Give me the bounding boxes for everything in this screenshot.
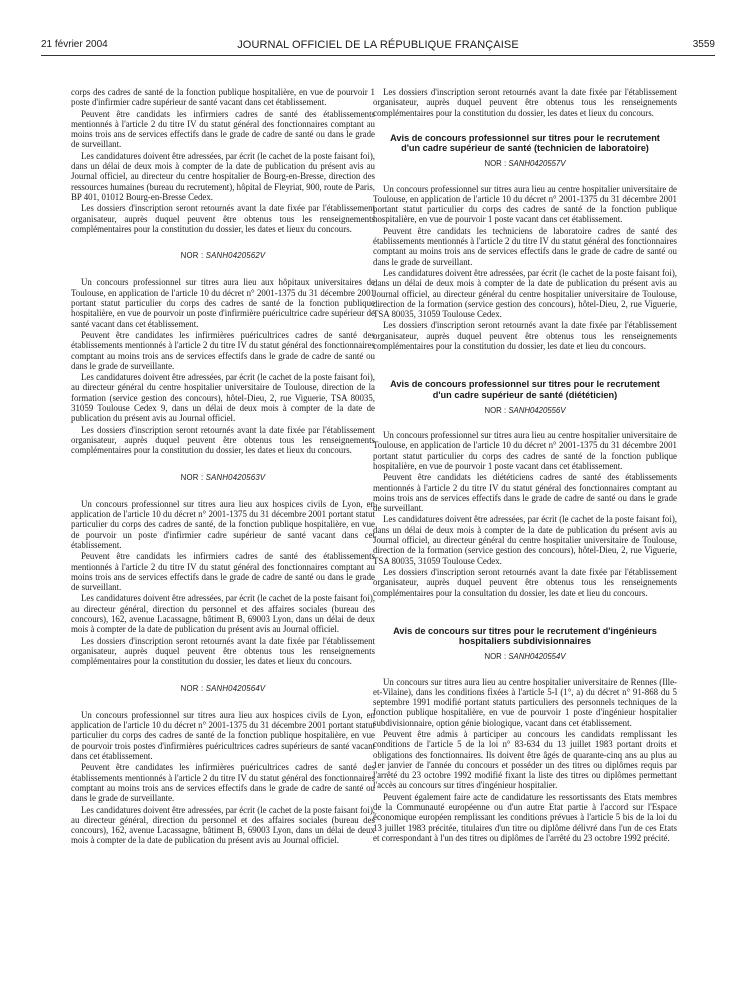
paragraph: Peuvent être candidats les techniciens de laboratoire cadres de santé des établissements mentionnés à l'article 2 du titre IV du statut général des fonctionnaires comptant au moins trois ans de services effectifs dans le grade de cadre de santé ou dans le grade de surveillant. bbox=[373, 225, 677, 267]
paragraph: corps des cadres de santé de la fonction publique hospitalière, en vue de pourvoir 1 poste d'infirmier cadre supérieur de santé vacant dans cet établissement. bbox=[71, 87, 375, 108]
paragraph: Les candidatures doivent être adressées, par écrit (le cachet de la poste faisant foi), au directeur général, direction du personnel et des affaires sociales (bureau des concours), 162, avenue Lacassagne, bâtiment B, 69003 Lyon, dans un délai de deux mois à compter de la date de publication du présent avis au Journal officiel. bbox=[71, 804, 375, 846]
left-column bbox=[71, 87, 375, 847]
nor-prefix: NOR : bbox=[484, 159, 507, 169]
nor-prefix: NOR : bbox=[180, 472, 204, 482]
paragraph: Un concours professionnel sur titres aura lieu aux hôpitaux universitaires de Toulouse, en application de l'article 10 du décret n° 2001-1375 du 31 décembre 2001 portant statut particulier du corps des cadres de santé de la fonction publique hospitalière, en vue de pourvoir un poste d'infirmière puéricultrice cadre supérieur de santé vacant dans cet établissement. bbox=[71, 277, 375, 329]
paragraph: Un concours professionnel sur titres aura lieu aux hospices civils de Lyon, en application de l'article 10 du décret n° 2001-1375 du 31 décembre 2001 portant statut particulier du corps des cadres de santé de la fonction publique hospitalière, en vue de pourvoir trois postes d'infirmières puéricultrices cadres supérieurs de santé vacant dans cet établissement. bbox=[71, 709, 375, 762]
paragraph: Les candidatures doivent être adressées, par écrit (le cachet de la poste faisant foi), dans un délai de deux mois à compter de la date de publication du présent avis au Journal officiel, au directeur général du centre hospitalier universitaire de Toulouse, direction de la formation (service gestion des concours), hôtel-Dieu, 2, rue Viguerie, TSA 80035, 31059 Toulouse Cedex. bbox=[373, 514, 677, 566]
nor-reference bbox=[71, 251, 375, 261]
paragraph: Un concours professionnel sur titres aura lieu au centre hospitalier universitaire de Toulouse, en application de l'article 10 du décret n° 2001-1375 du 31 décembre 2001 portant statut particulier du corps des cadres de santé de la fonction publique hospitalière, en vue de pourvoir 1 poste vacant dans cet établissement. bbox=[373, 430, 677, 471]
nor-code: SANH0420556V bbox=[508, 405, 566, 415]
paragraph: Les candidatures doivent être adressées, par écrit (le cachet de la poste faisant foi), au directeur général, direction du personnel et des affaires sociales (bureau des concours), 162, avenue Lacassagne, bâtiment B, 69003 Lyon, dans un délai de deux mois à compter de la date de publication du présent avis au Journal officiel. bbox=[71, 593, 375, 635]
nor-code: SANH0420554V bbox=[508, 652, 566, 662]
paragraph: Peuvent être candidats les diététiciens cadres de santé des établissements mentionnés à l'article 2 du titre IV du statut général des fonctionnaires comptant au moins trois ans de services effectifs dans le grade de cadre de santé ou dans le grade de surveillant. bbox=[373, 472, 677, 514]
right-column bbox=[373, 87, 677, 844]
paragraph: Les candidatures doivent être adressées, par écrit (le cachet de la poste faisant foi), dans un délai de deux mois à compter de la date de publication du présent avis au Journal officiel, au directeur général du centre hospitalier universitaire de Toulouse, direction de la formation (service gestion des concours), hôtel-Dieu, 2, rue Viguerie, TSA 80035, 31059 Toulouse Cedex. bbox=[373, 267, 677, 320]
nor-reference bbox=[71, 473, 375, 483]
nor-prefix: NOR : bbox=[484, 405, 507, 415]
nor-reference bbox=[373, 159, 677, 169]
paragraph: Un concours professionnel sur titres aura lieu au centre hospitalier universitaire de Toulouse, en application de l'article 10 du décret n° 2001-1375 du 31 décembre 2001 portant statut particulier du corps des cadres de santé de la fonction publique hospitalière, en vue de pourvoir 1 poste vacant dans cet établissement. bbox=[373, 183, 677, 225]
paragraph: Les dossiers d'inscription seront retournés avant la date fixée par l'établissement organisateur, auprès duquel peuvent être obtenus tous les renseignements complémentaires pour la constitution du dossier, les date et lieu du concours. bbox=[373, 320, 677, 352]
page-header bbox=[41, 39, 715, 53]
nor-code: SANH0420562V bbox=[205, 251, 266, 261]
nor-reference bbox=[373, 652, 677, 662]
nor-code: SANH0420557V bbox=[508, 159, 566, 169]
paragraph: Les dossiers d'inscription seront retournés avant la date fixée par l'établissement organisateur, auprès duquel peuvent être obtenus tous les renseignements complémentaires pour la constitution du dossier, les dates et lieux du concours. bbox=[373, 87, 677, 118]
journal-title: JOURNAL OFFICIEL DE LA RÉPUBLIQUE FRANÇAISE bbox=[237, 39, 519, 51]
page-number: 3559 bbox=[692, 39, 715, 50]
nor-code: SANH0420564V bbox=[205, 683, 266, 693]
nor-code: SANH0420563V bbox=[205, 472, 266, 482]
issue-date: 21 février 2004 bbox=[41, 39, 108, 50]
nor-reference bbox=[71, 684, 375, 694]
nor-prefix: NOR : bbox=[484, 652, 507, 662]
paragraph: Les dossiers d'inscription seront retournés avant la date fixée par l'établissement organisateur, auprès duquel peuvent être obtenus tous les renseignements complémentaires pour la constitution du dossier, les dates et lieux du concours. bbox=[71, 203, 375, 234]
paragraph: Peuvent être candidates les infirmières puéricultrices cadres de santé des établissements mentionnés à l'article 2 du titre IV du statut général des fonctionnaires comptant au moins trois ans de services effectifs dans le grade de cadre de santé ou dans le grade de surveillante. bbox=[71, 329, 375, 371]
paragraph: Les dossiers d'inscription seront retournés avant la date fixée par l'établissement organisateur, auprès duquel peuvent être obtenus tous les renseignements complémentaires pour la constitution du dossier, les dates et lieux du concours. bbox=[71, 424, 375, 456]
notice-title: Avis de concours professionnel sur titres pour le recrutement d'un cadre supérieur de santé (technicien de laboratoire) bbox=[390, 132, 660, 154]
paragraph: Peuvent être admis à participer au concours les candidats remplissant les conditions de l'article 5 de la loi n° 83-634 du 13 juillet 1983 portant droits et obligations des fonctionnaires. Ils doivent être âgés de quarante-cinq ans au plus au 1er janvier de l'année du concours et posséder un des titres ou diplômes requis par l'arrêté du 23 octobre 1992 modifié fixant la liste des titres ou diplômes permettant l'accès au concours sur titres d'ingénieur hospitalier. bbox=[373, 728, 677, 791]
nor-reference bbox=[373, 406, 677, 416]
paragraph: Peuvent être candidats les infirmiers cadres de santé des établissements mentionnés à l'article 2 du titre IV du statut général des fonctionnaires comptant au moins trois ans de services effectifs dans le grade de cadre de santé ou dans le grade de surveillant. bbox=[71, 108, 375, 150]
paragraph: Peuvent être candidates les infirmières puéricultrices cadres de santé des établissements mentionnés à l'article 2 du titre IV du statut général des fonctionnaires comptant au moins trois ans de services effectifs dans le grade de cadre de santé ou dans le grade de surveillante. bbox=[71, 762, 375, 804]
nor-prefix: NOR : bbox=[180, 683, 204, 693]
paragraph: Les dossiers d'inscription seront retournés avant la date fixée par l'établissement organisateur, auprès duquel peuvent être obtenus tous les renseignements complémentaires pour la consultation du dossier, les date et lieu du concours. bbox=[373, 566, 677, 598]
notice-title: Avis de concours professionnel sur titres pour le recrutement d'un cadre supérieur de santé (diététicien) bbox=[390, 379, 660, 400]
paragraph: Les candidatures doivent être adressées, par écrit (le cachet de la poste faisant foi), au directeur général du centre hospitalier universitaire de Toulouse, direction de la formation (service gestion des concours), hôtel-Dieu, 2, rue Viguerie, TSA 80035, 31059 Toulouse Cedex 9, dans un délai de deux mois à compter de la date de publication du présent avis au Journal officiel. bbox=[71, 372, 375, 424]
paragraph: Peuvent être candidats les infirmiers cadres de santé des établissements mentionnés à l'article 2 du titre IV du statut général des fonctionnaires comptant au moins trois ans de services effectifs dans le grade de cadre de santé ou dans le grade de surveillant. bbox=[71, 551, 375, 593]
paragraph: Les candidatures doivent être adressées, par écrit (le cachet de la poste faisant foi), dans un délai de deux mois à compter de la date de publication du présent avis au Journal officiel, au directeur du centre hospitalier de Bourg-en-Bresse, direction des ressources humaines (bureau du recrutement), hôpital de Fleyriat, 900, route de Paris, BP 401, 01012 Bourg-en-Bresse Cedex. bbox=[71, 150, 375, 202]
paragraph: Un concours professionnel sur titres aura lieu aux hospices civils de Lyon, en application de l'article 10 du décret n° 2001-1375 du 31 décembre 2001 portant statut particulier du corps des cadres de santé, de la fonction publique hospitalière, en vue de pourvoir un poste d'infirmier cadre supérieur de santé vacant dans cet établissement. bbox=[71, 498, 375, 550]
nor-prefix: NOR : bbox=[180, 251, 204, 261]
header-rule bbox=[41, 55, 715, 56]
paragraph: Peuvent également faire acte de candidature les ressortissants des Etats membres de la Communauté européenne ou d'un autre Etat partie à l'accord sur l'Espace économique européen remplissant les conditions prévues à l'article 5 bis de la loi du 13 juillet 1983 précitée, titulaires d'un titre ou diplôme délivré dans l'un de ces Etats et correspondant à l'un des titres ou diplômes de l'arrêté du 23 octobre 1992 précité. bbox=[373, 791, 677, 843]
paragraph: Un concours sur titres aura lieu au centre hospitalier universitaire de Rennes (Ille-et-Vilaine), dans les conditions fixées à l'article 5-I (1°, a) du décret n° 91-868 du 5 septembre 1991 modifié portant statuts particuliers des personnels techniques de la fonction publique hospitalière, en vue de pourvoir 1 poste d'ingénieur hospitalier subdivisionnaire, option génie biologique, vacant dans cet établissement. bbox=[373, 676, 677, 728]
notice-title: Avis de concours sur titres pour le recrutement d'ingénieurs hospitaliers subdivisionnaires bbox=[393, 625, 657, 646]
paragraph: Les dossiers d'inscription seront retournés avant la date fixée par l'établissement organisateur, auprès duquel peuvent être obtenus tous les renseignements complémentaires pour la constitution du dossier, les dates et lieux du concours. bbox=[71, 635, 375, 667]
